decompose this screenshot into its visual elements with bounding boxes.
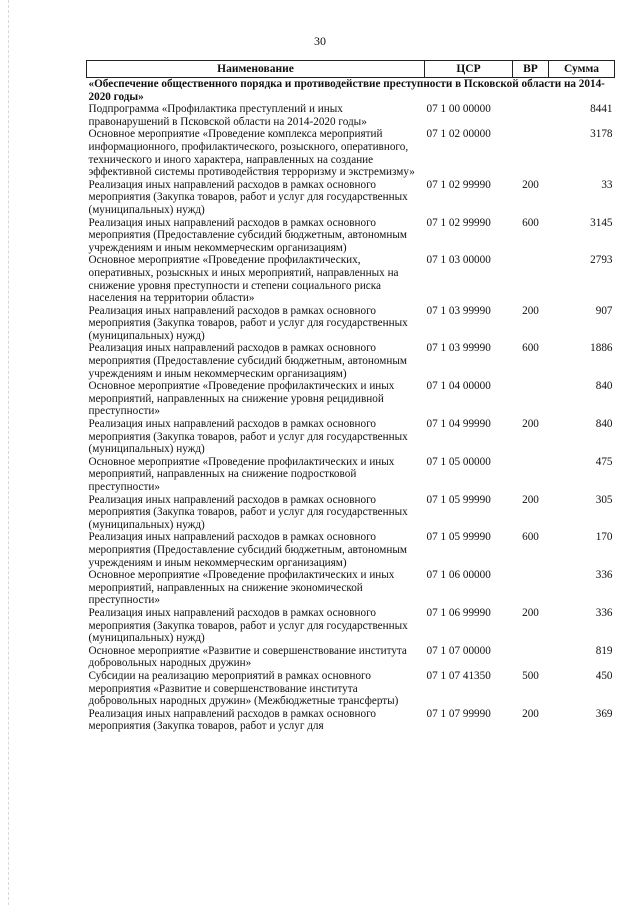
row-sum: 840 [595,418,613,431]
row-vr [513,103,549,128]
table-row [87,179,615,217]
row-name: Реализация иных направлений расходов в рамках основного мероприятия (Закупка товаров, работ и услуг для [88,707,376,733]
row-vr [513,645,549,670]
table-row [87,128,615,178]
table-header-row [87,61,615,78]
table-row [87,254,615,304]
row-name: Основное мероприятие «Развитие и совершенствование института добровольных народных дружин» [88,644,407,670]
header-csr: ЦСР [425,61,513,78]
row-csr: 07 1 00 00000 [426,103,491,116]
row-name: Основное мероприятие «Проведение профилактических и иных мероприятий, направленных на снижение экономической преступности» [88,569,395,607]
row-sum: 3178 [590,128,613,141]
row-name: Реализация иных направлений расходов в рамках основного мероприятия (Закупка товаров, работ и услуг для государственных (муниципальных) нужд) [88,606,408,645]
table-row [87,645,615,670]
header-vr: ВР [513,61,549,78]
row-name: Реализация иных направлений расходов в рамках основного мероприятия (Предоставление субсидий бюджетным, автономным учреждениям и иным некоммерческим организациям) [88,342,407,380]
table-row [87,456,615,494]
row-vr: 600 [522,216,539,229]
scan-edge-line [8,0,9,905]
budget-table [86,60,615,733]
row-sum: 336 [595,606,613,619]
table-row [87,607,615,645]
table-row [87,342,615,380]
row-sum: 907 [595,304,613,317]
row-sum: 369 [595,707,613,720]
table-row [87,418,615,456]
row-vr: 600 [522,342,539,355]
row-sum: 305 [595,493,613,506]
row-csr: 07 1 05 00000 [426,455,491,468]
row-csr: 07 1 07 00000 [426,644,491,657]
row-csr: 07 1 06 00000 [426,569,491,582]
row-name: «Обеспечение общественного порядка и противодействие преступности в Псковской области на 2014-2020 годы» [88,78,605,103]
row-csr: 07 1 06 99990 [426,606,491,619]
row-vr: 200 [522,606,539,619]
row-name: Основное мероприятие «Проведение профилактических, оперативных, розыскных и иных мероприятий, направленных на снижение уровня преступности и степени социального риска населения на территории области» [88,254,399,305]
row-csr: 07 1 02 99990 [426,178,491,191]
row-sum: 170 [595,531,613,544]
row-name: Реализация иных направлений расходов в рамках основного мероприятия (Предоставление субсидий бюджетным, автономным учреждениям и иным некоммерческим организациям) [88,531,407,569]
table-row [87,380,615,418]
row-csr: 07 1 05 99990 [426,493,491,506]
row-csr: 07 1 03 99990 [426,304,491,317]
row-name: Основное мероприятие «Проведение профилактических и иных мероприятий, направленных на снижение подростковой преступности» [88,455,395,493]
row-vr: 200 [522,178,539,191]
table-row [87,531,615,569]
row-name: Реализация иных направлений расходов в рамках основного мероприятия (Закупка товаров, работ и услуг для государственных (муниципальных) нужд) [88,493,408,531]
row-sum: 475 [595,455,613,468]
table-row [87,305,615,343]
row-csr: 07 1 03 00000 [426,254,491,267]
program-title-row [87,78,615,104]
table-row [87,670,615,708]
row-vr [513,456,549,494]
row-vr: 200 [522,418,539,431]
row-vr [513,380,549,418]
row-sum: 336 [595,569,613,582]
row-vr: 200 [522,707,539,720]
table-row [87,494,615,532]
page-number: 30 [314,34,326,48]
row-name: Реализация иных направлений расходов в рамках основного мероприятия (Предоставление субсидий бюджетным, автономным учреждениям и иным некоммерческим организациям) [88,216,407,254]
row-name: Реализация иных направлений расходов в рамках основного мероприятия (Закупка товаров, работ и услуг для государственных (муниципальных) нужд) [88,178,408,216]
table-row [87,569,615,607]
row-sum: 450 [595,669,613,682]
row-sum: 819 [595,644,613,657]
row-name: Подпрограмма «Профилактика преступлений и иных правонарушений в Псковской области на 2014-2020 годы» [88,103,367,128]
row-name: Субсидии на реализацию мероприятий в рамках основного мероприятия «Развитие и совершенствование института добровольных народных дружин» (Межбюджетные трансферты) [88,669,399,708]
row-vr [513,569,549,607]
row-name: Основное мероприятие «Проведение комплекса мероприятий информационного, профилактического, розыскного, оперативного, технического и иного характера, направленных на создание эффективной системы противодействия терроризму и экстремизму» [88,128,415,179]
row-csr: 07 1 05 99990 [426,531,491,544]
row-sum: 3145 [590,216,613,229]
row-name: Реализация иных направлений расходов в рамках основного мероприятия (Закупка товаров, работ и услуг для государственных (муниципальных) нужд) [88,418,408,456]
table-row [87,217,615,255]
row-name: Основное мероприятие «Проведение профилактических и иных мероприятий, направленных на снижение уровня рецидивной преступности» [88,380,395,418]
row-vr [513,128,549,178]
row-csr: 07 1 04 99990 [426,418,491,431]
row-vr: 500 [522,669,539,682]
row-sum: 840 [595,380,613,393]
row-sum: 1886 [590,342,613,355]
row-vr [513,254,549,304]
header-name: Наименование [87,61,425,78]
row-csr: 07 1 02 00000 [426,128,491,141]
row-csr: 07 1 04 00000 [426,380,491,393]
row-sum: 2793 [590,254,613,267]
table-row [87,708,615,733]
table-row [87,103,615,128]
header-sum: Сумма [549,61,615,78]
row-csr: 07 1 02 99990 [426,216,491,229]
row-vr: 200 [522,493,539,506]
row-name: Реализация иных направлений расходов в рамках основного мероприятия (Закупка товаров, работ и услуг для государственных (муниципальных) нужд) [88,304,408,342]
row-vr: 600 [522,531,539,544]
table-body [87,78,615,733]
row-sum: 33 [601,178,613,191]
row-sum: 8441 [590,103,613,116]
row-csr: 07 1 07 41350 [426,669,491,682]
row-vr: 200 [522,304,539,317]
row-csr: 07 1 07 99990 [426,707,491,720]
row-csr: 07 1 03 99990 [426,342,491,355]
